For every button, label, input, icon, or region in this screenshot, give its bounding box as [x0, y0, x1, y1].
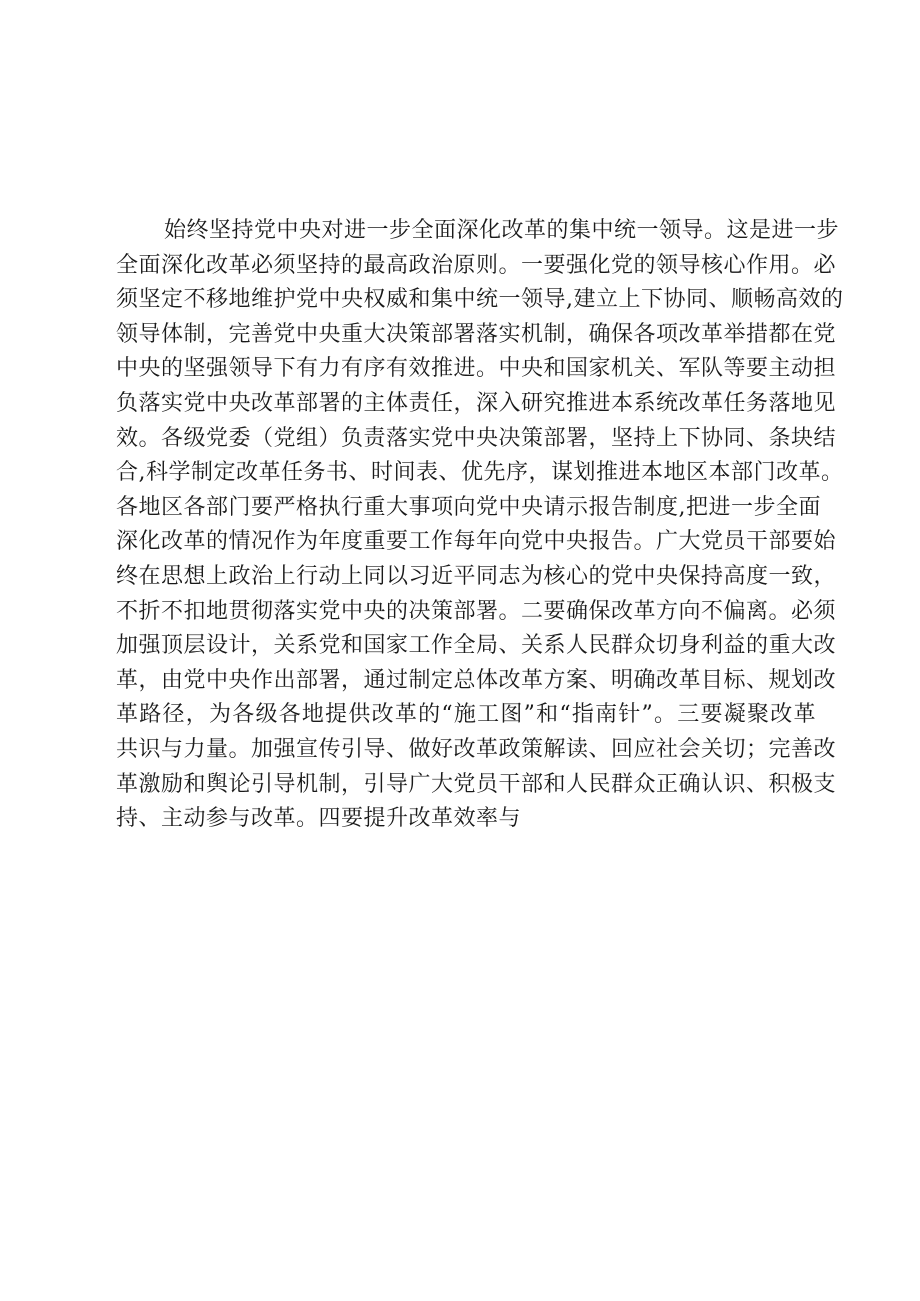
- paragraph-line: 合,科学制定改革任务书、时间表、优先序，谋划推进本地区本部门改革。: [116, 460, 844, 486]
- paragraph-line: 共识与力量。加强宣传引导、做好改革政策解读、回应社会关切；完善改: [116, 736, 837, 762]
- paragraph-line: 各地区各部门要严格执行重大事项向党中央请示报告制度,把进一步全面: [116, 494, 821, 520]
- paragraph-line: 革路径，为各级各地提供改革的“施工图”和“指南针”。三要凝聚改革: [116, 702, 816, 728]
- paragraph-line: 深化改革的情况作为年度重要工作每年向党中央报告。广大党员干部要始: [116, 529, 837, 555]
- paragraph-line: 不折不扣地贯彻落实党中央的决策部署。二要确保改革方向不偏离。必须: [116, 598, 837, 624]
- paragraph-line: 终在思想上政治上行动上同以习近平同志为核心的党中央保持高度一致，: [116, 563, 837, 589]
- paragraph-line: 革激励和舆论引导机制，引导广大党员干部和人民群众正确认识、积极支: [116, 771, 837, 797]
- paragraph-line: 负落实党中央改革部署的主体责任，深入研究推进本系统改革任务落地见: [116, 390, 837, 416]
- paragraph-line: 效。各级党委（党组）负责落实党中央决策部署，坚持上下协同、条块结: [116, 425, 837, 451]
- body-paragraph: [116, 214, 844, 837]
- paragraph-line: 持、主动参与改革。四要提升改革效率与: [116, 806, 522, 832]
- paragraph-line: 始终坚持党中央对进一步全面深化改革的集中统一领导。这是进一步: [164, 218, 840, 243]
- paragraph-line: 领导体制，完善党中央重大决策部署落实机制，确保各项改革举措都在党: [116, 321, 837, 347]
- paragraph-line: 加强顶层设计，关系党和国家工作全局、关系人民群众切身利益的重大改: [116, 633, 837, 659]
- paragraph-line: 须坚定不移地维护党中央权威和集中统一领导,建立上下协同、顺畅高效的: [116, 287, 844, 313]
- paragraph-line: 革，由党中央作出部署，通过制定总体改革方案、明确改革目标、规划改: [116, 667, 837, 693]
- paragraph-line: 全面深化改革必须坚持的最高政治原则。一要强化党的领导核心作用。必: [116, 252, 837, 278]
- paragraph-line: 中央的坚强领导下有力有序有效推进。中央和国家机关、军队等要主动担: [116, 356, 837, 382]
